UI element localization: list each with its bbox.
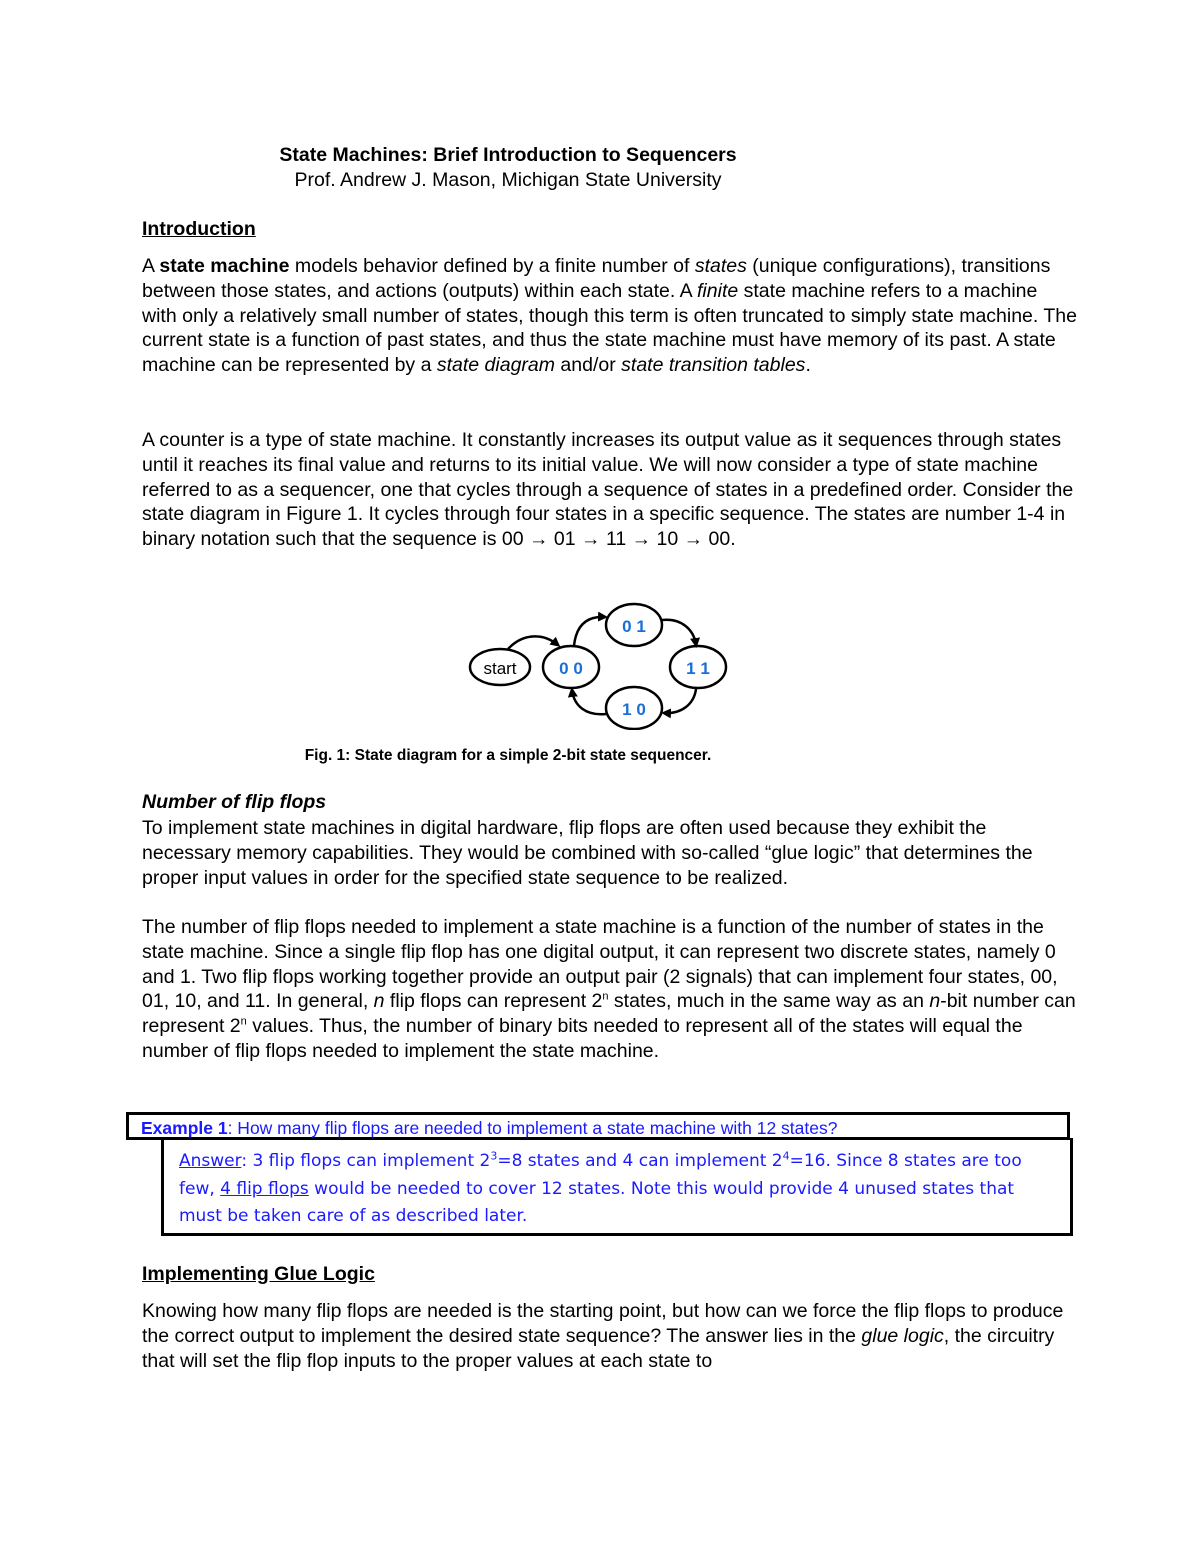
transition-10-to-00 [572,690,606,714]
example-question-box [126,1112,1070,1140]
state-label-11: 1 1 [686,659,710,678]
heading-introduction: Introduction [142,218,256,240]
term-state-diagram: state diagram [436,354,556,377]
state-label-00: 0 0 [559,659,583,678]
term-states: states [694,255,747,277]
start-label: start [483,659,517,678]
term-glue-logic: glue logic [861,1324,944,1347]
state-diagram [324,598,744,730]
example-label: Example 1 [141,1118,228,1138]
document-title: State Machines: Brief Introduction to Sequencers [279,144,737,166]
transition-01-to-11 [662,620,696,645]
flipflops-paragraph-2: The number of flip flops needed to implement a state machine is a function of the number of states in the state machine. Since a single flip flop has one digital output, it can represent two discrete states, namely 0 and 1. Two flip flops working together provide an output pair (2 signals) that can implement four states, 00, 01, 10, and 11. In general, n flip flops can represent 2$^n$ states, much in the same way as an n-bit number can represent 2$^n$ values. Thus, the number of binary bits needed to represent all of the states will equal the number of flip flops needed to implement the state machine. [142,916,1076,1062]
transition-start-to-00 [508,636,558,649]
state-label-01: 0 1 [622,617,646,636]
term-state-machine: state machine [159,255,290,277]
answer-highlight: 4 flip flops [220,1178,309,1199]
flipflops-paragraph-1: To implement state machines in digital hardware, flip flops are often used because they exhibit the necessary memory capabilities. They would be combined with so-called “glue logic” that determines the proper input values in order for the specified state sequence to be realized. [142,817,1033,889]
example-question: Example 1: How many flip flops are needed to implement a state machine with 12 states? [141,1118,838,1138]
heading-implementing-glue-logic: Implementing Glue Logic [142,1263,375,1285]
transition-11-to-10 [664,689,696,713]
term-state-transition-tables: state transition tables [621,354,806,377]
glue-paragraph-1: Knowing how many flip flops are needed is the starting point, but how can we force the flip flops to produce the correct output to implement the desired state sequence? The answer lies in the glue logic, the circuitry that will set the flip flop inputs to the proper values at each state to [142,1300,1064,1372]
figure-caption: Fig. 1: State diagram for a simple 2-bit state sequencer. [304,747,712,764]
document-author: Prof. Andrew J. Mason, Michigan State University [294,169,722,191]
intro-paragraph-2: A counter is a type of state machine. It constantly increases its output value as it sequences through states until it reaches its final value and returns to its initial value. We will now consider a type of state machine referred to as a sequencer, one that cycles through a sequence of states in a predefined order. Consider the state diagram in Figure 1. It cycles through four states in a specific sequence. The states are number 1-4 in binary notation such that the sequence is 00 → 01 → 11 → 10 → 00. [142,429,1074,551]
transition-00-to-01 [574,617,605,646]
answer-label: Answer [179,1151,242,1171]
example-answer-box [161,1138,1073,1236]
state-label-10: 1 0 [622,700,646,719]
example-answer: Answer: 3 flip flops can implement $2^3=8$ states and 4 can implement $2^4=16$. Since 8 states are too few, 4 flip flops would be needed to cover 12 states. Note this would provide 4 unused states that must be taken care of as described later. [179,1149,1022,1226]
term-finite: finite [697,279,739,302]
heading-number-of-flip-flops: Number of flip flops [142,791,327,813]
intro-paragraph-1: A state machine models behavior defined by a finite number of states (unique configurations), transitions between those states, and actions (outputs) within each state. A finite state machine refers to a machine with only a relatively small number of states, though this term is often truncated to simply state machine. The current state is a function of past states, and thus the state machine must have memory of its past. A state machine can be represented by a state diagram and/or state transition tables. [142,255,1077,377]
